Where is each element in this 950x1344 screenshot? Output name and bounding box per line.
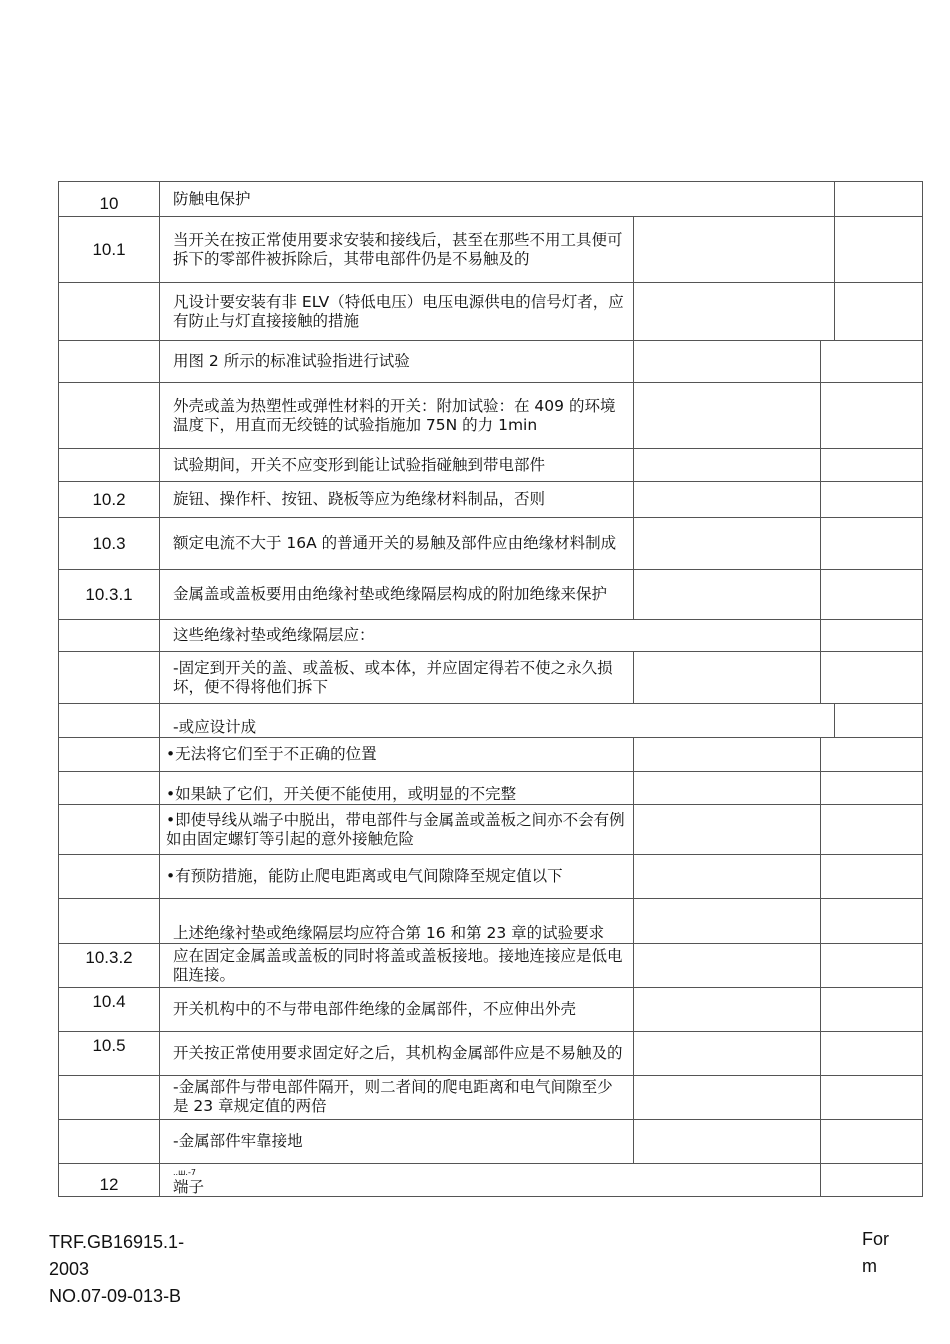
clause-number: 10.3.2: [59, 944, 160, 988]
table-row: [59, 283, 923, 341]
result-cell: [634, 1120, 821, 1164]
clause-number: [59, 704, 160, 738]
table-row: [59, 383, 923, 449]
clause-text: 上述绝缘衬垫或绝缘隔层均应符合第 16 和第 23 章的试验要求: [160, 899, 634, 944]
result-cell: [634, 805, 821, 855]
verdict-cell: [821, 1076, 923, 1120]
table-row: [59, 652, 923, 704]
result-cell: [634, 652, 821, 704]
result-cell: [634, 738, 821, 772]
verdict-cell: [821, 652, 923, 704]
verdict-cell: [821, 1164, 923, 1197]
table-row: [59, 1164, 923, 1197]
verdict-cell: [835, 217, 923, 283]
verdict-cell: [835, 283, 923, 341]
verdict-cell: [821, 855, 923, 899]
table-row: [59, 620, 923, 652]
verdict-cell: [835, 704, 923, 738]
clause-number: 10.2: [59, 482, 160, 518]
clause-text: 金属盖或盖板要用由绝缘衬垫或绝缘隔层构成的附加绝缘来保护: [160, 570, 634, 620]
form-number-line: 2003: [49, 1259, 90, 1279]
clause-number: 10.1: [59, 217, 160, 283]
verdict-cell: [821, 805, 923, 855]
result-cell: [634, 217, 835, 283]
verdict-cell: [821, 899, 923, 944]
clause-text: 这些绝缘衬垫或绝缘隔层应：: [160, 620, 821, 652]
table-row: [59, 805, 923, 855]
clause-number: [59, 620, 160, 652]
clause-number: [59, 899, 160, 944]
clause-number: 10.3.1: [59, 570, 160, 620]
verdict-cell: [821, 944, 923, 988]
table-row: [59, 1032, 923, 1076]
clause-text: •即使导线从端子中脱出，带电部件与金属盖或盖板之间亦不会有例如由固定螺钉等引起的意外接触危险: [160, 805, 634, 855]
result-cell: [634, 341, 821, 383]
clause-text: •如果缺了它们，开关便不能使用，或明显的不完整: [160, 772, 634, 805]
result-cell: [634, 383, 821, 449]
clause-text-cell: [160, 1164, 821, 1197]
verdict-cell: [821, 1032, 923, 1076]
result-cell: [634, 855, 821, 899]
verdict-cell: [821, 988, 923, 1032]
table-row: [59, 1120, 923, 1164]
annotation-mark: ..ш.-7: [173, 1168, 196, 1177]
result-cell: [634, 772, 821, 805]
verdict-cell: [821, 772, 923, 805]
result-cell: [634, 482, 821, 518]
form-number-line: TRF.GB16915.1-: [49, 1232, 185, 1252]
result-cell: [634, 518, 821, 570]
clause-number: [59, 1120, 160, 1164]
clause-number: [59, 652, 160, 704]
clause-number: 10.3: [59, 518, 160, 570]
clause-text: 试验期间，开关不应变形到能让试验指碰触到带电部件: [160, 449, 634, 482]
table-row: [59, 944, 923, 988]
verdict-cell: [821, 738, 923, 772]
table-row: [59, 518, 923, 570]
form-number-line: NO.07-09-013-B: [49, 1286, 182, 1306]
verdict-cell: [835, 182, 923, 217]
form-number: [49, 1229, 184, 1310]
test-report-table: [58, 181, 923, 1197]
clause-text: 开关按正常使用要求固定好之后，其机构金属部件应是不易触及的: [160, 1032, 634, 1076]
verdict-cell: [821, 518, 923, 570]
result-cell: [634, 899, 821, 944]
clause-text: 开关机构中的不与带电部件绝缘的金属部件，不应伸出外壳: [160, 988, 634, 1032]
result-cell: [634, 1032, 821, 1076]
result-cell: [634, 1076, 821, 1120]
table-row: [59, 217, 923, 283]
result-cell: [634, 449, 821, 482]
verdict-cell: [821, 1120, 923, 1164]
clause-text: -金属部件与带电部件隔开，则二者间的爬电距离和电气间隙至少是 23 章规定值的两倍: [160, 1076, 634, 1120]
clause-text: -固定到开关的盖、或盖板、或本体，并应固定得若不使之永久损坏，便不得将他们拆下: [160, 652, 634, 704]
table-row: [59, 704, 923, 738]
table-row: [59, 570, 923, 620]
verdict-cell: [821, 482, 923, 518]
clause-number: 10: [59, 182, 160, 217]
clause-number: [59, 1076, 160, 1120]
result-cell: [634, 988, 821, 1032]
clause-number: [59, 738, 160, 772]
clause-text: 额定电流不大于 16A 的普通开关的易触及部件应由绝缘材料制成: [160, 518, 634, 570]
result-cell: [634, 570, 821, 620]
clause-text: •无法将它们至于不正确的位置: [160, 738, 634, 772]
clause-text: 防触电保护: [160, 182, 835, 217]
table-row: [59, 1076, 923, 1120]
clause-number: 12: [59, 1164, 160, 1197]
clause-number: [59, 383, 160, 449]
table-row: [59, 341, 923, 383]
clause-number: [59, 341, 160, 383]
clause-number: [59, 449, 160, 482]
clause-number: 10.4: [59, 988, 160, 1032]
table-row: [59, 855, 923, 899]
table-row: [59, 182, 923, 217]
form-label: Form: [862, 1229, 889, 1276]
verdict-cell: [821, 570, 923, 620]
table-row: [59, 988, 923, 1032]
result-cell: [634, 944, 821, 988]
clause-text: 凡设计要安装有非 ELV（特低电压）电压电源供电的信号灯者，应有防止与灯直接接触的措施: [160, 283, 634, 341]
clause-text: 端子: [173, 1178, 205, 1196]
table-row: [59, 772, 923, 805]
table-row: [59, 899, 923, 944]
clause-number: [59, 283, 160, 341]
verdict-cell: [821, 383, 923, 449]
verdict-cell: [821, 620, 923, 652]
verdict-cell: [821, 341, 923, 383]
clause-number: [59, 855, 160, 899]
clause-number: [59, 805, 160, 855]
clause-number: 10.5: [59, 1032, 160, 1076]
clause-number: [59, 772, 160, 805]
clause-text: -金属部件牢靠接地: [160, 1120, 634, 1164]
clause-text: •有预防措施，能防止爬电距离或电气间隙降至规定值以下: [160, 855, 634, 899]
result-cell: [634, 283, 835, 341]
verdict-cell: [821, 449, 923, 482]
clause-text: 用图 2 所示的标准试验指进行试验: [160, 341, 634, 383]
table-row: [59, 482, 923, 518]
clause-text: -或应设计成: [160, 704, 835, 738]
clause-text: 外壳或盖为热塑性或弹性材料的开关：附加试验：在 409 的环境温度下，用直而无绞链的试验指施加 75N 的力 1min: [160, 383, 634, 449]
clause-text: 应在固定金属盖或盖板的同时将盖或盖板接地。接地连接应是低电阻连接。: [160, 944, 634, 988]
table-row: [59, 449, 923, 482]
table-row: [59, 738, 923, 772]
clause-text: 旋钮、操作杆、按钮、跷板等应为绝缘材料制品，否则: [160, 482, 634, 518]
clause-text: 当开关在按正常使用要求安装和接线后，甚至在那些不用工具便可拆下的零部件被拆除后，其带电部件仍是不易触及的: [160, 217, 634, 283]
